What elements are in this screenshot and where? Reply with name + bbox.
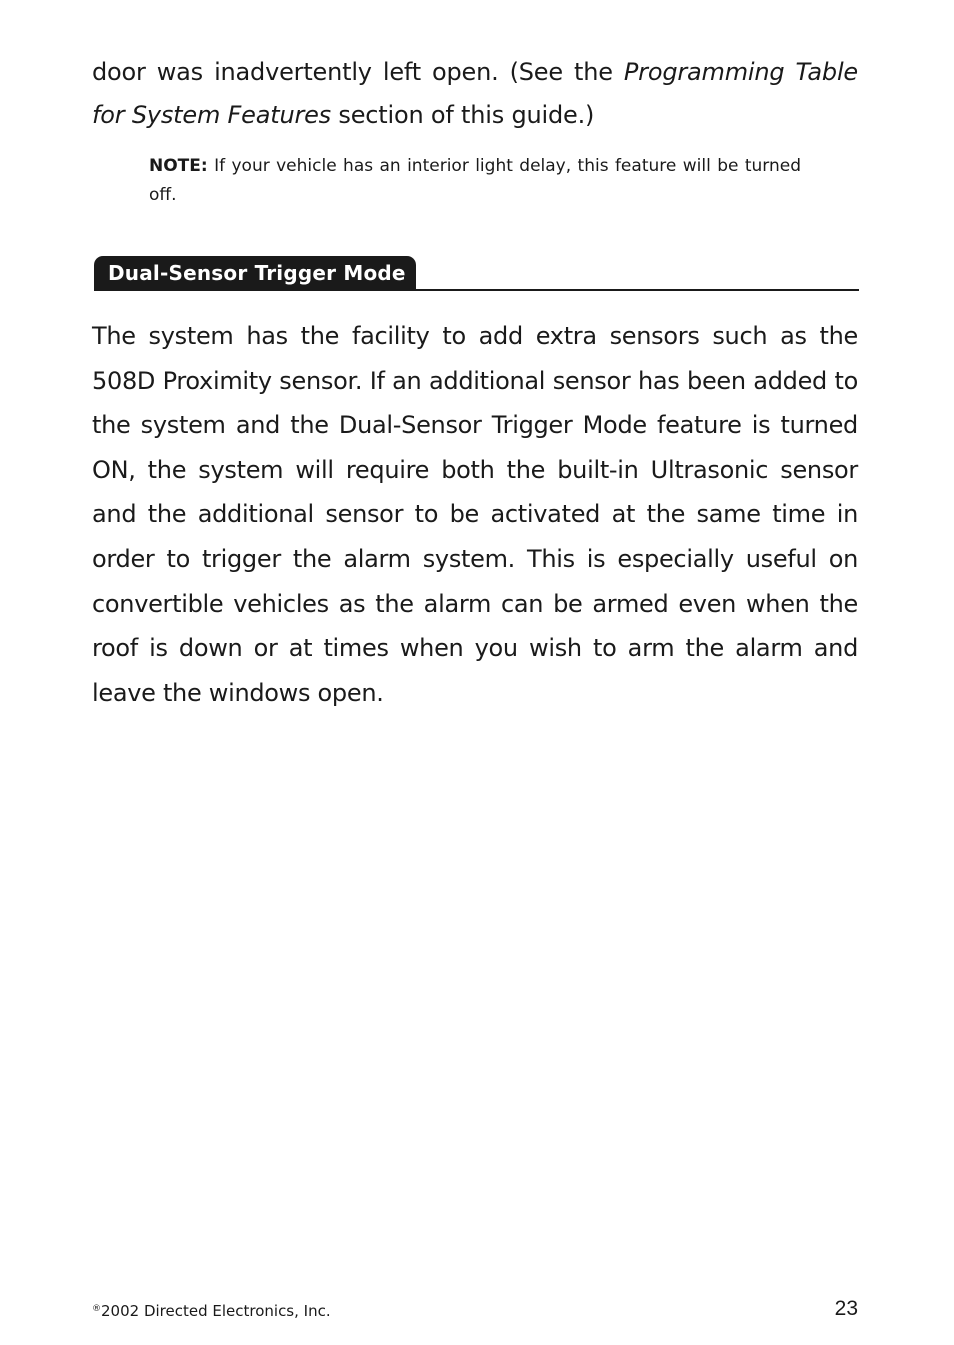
section-body: The system has the facility to add extra sensors such as the 508D Proximity sensor. If an additional sensor has been added to the system and the Dual-Sensor Trigger Mode feature is turned ON, the system will require both the built-in Ultrasonic sensor and the additional sensor to be activated at the same time in order to trigger the alarm system. This is especially useful on convertible vehicles as the alarm can be armed even when the roof is down or at times when you wish to arm the alarm and leave the windows open. — [92, 322, 858, 707]
section-divider — [94, 289, 859, 291]
note-label: NOTE: — [149, 156, 208, 176]
intro-text-start: door was inadvertently left open. (See the — [92, 58, 624, 86]
page-number: 23 — [834, 1297, 858, 1320]
note-text: If your vehicle has an interior light delay, this feature will be turned off. — [149, 156, 801, 205]
intro-paragraph — [92, 51, 858, 137]
registered-mark: ® — [92, 1304, 101, 1314]
copyright-text: 2002 Directed Electronics, Inc. — [101, 1302, 331, 1320]
section-title: Dual-Sensor Trigger Mode — [94, 256, 416, 290]
intro-text-end: section of this guide.) — [331, 101, 595, 129]
guide-section-reference: Programming Table for System Features — [92, 58, 858, 129]
note-paragraph — [149, 152, 801, 210]
section-header — [94, 256, 859, 292]
footer-copyright — [92, 1298, 331, 1322]
